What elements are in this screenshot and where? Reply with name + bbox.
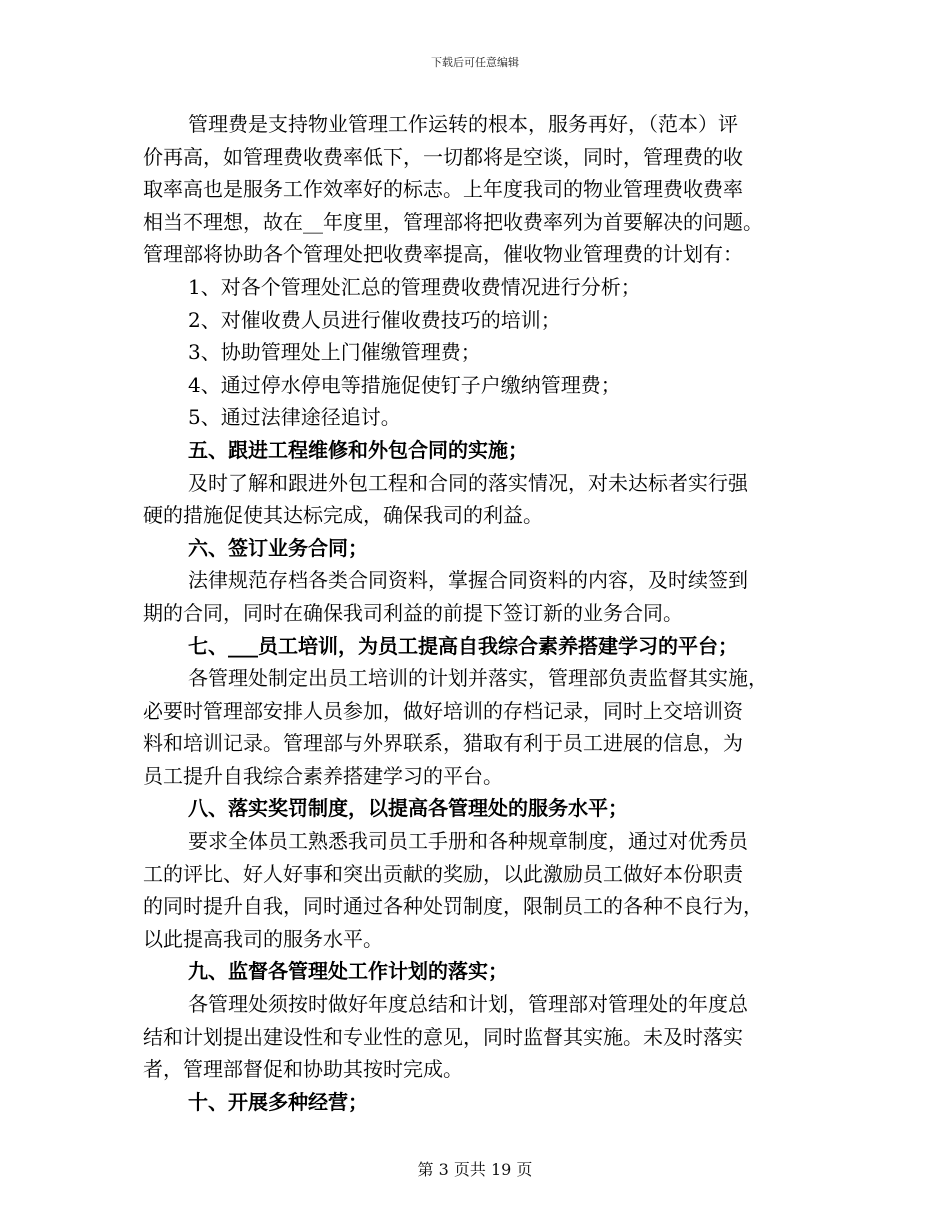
text-line: 必要时管理部安排人员参加，做好培训的存档记录，同时上交培训资: [143, 698, 743, 723]
text-line: 管理部将协助各个管理处把收费率提高，催收物业管理费的计划有：: [143, 242, 743, 267]
text-line: 要求全体员工熟悉我司员工手册和各种规章制度，通过对优秀员: [188, 829, 748, 854]
page-header: 下载后可任意编辑: [431, 56, 519, 69]
text-line: 4、通过停水停电等措施促使钉子户缴纳管理费；: [188, 372, 621, 397]
text-line: 以此提高我司的服务水平。: [143, 926, 383, 951]
text-line: 3、协助管理处上门催缴管理费；: [188, 340, 481, 365]
text-line: 相当不理想，故在__年度里，管理部将把收费率列为首要解决的问题。: [143, 209, 763, 234]
text-line: 各管理处制定出员工培训的计划并落实，管理部负责监督其实施，: [188, 666, 768, 691]
section-heading: 六、签订业务合同；: [188, 535, 368, 560]
text-line: 结和计划提出建设性和专业性的意见，同时监督其实施。未及时落实: [143, 1024, 743, 1049]
text-line: 料和培训记录。管理部与外界联系，猎取有利于员工进展的信息，为: [143, 731, 743, 756]
section-heading: 五、跟进工程维修和外包合同的实施；: [188, 437, 528, 462]
text-line: 硬的措施促使其达标完成，确保我司的利益。: [143, 503, 543, 528]
text-line: 各管理处须按时做好年度总结和计划，管理部对管理处的年度总: [188, 992, 748, 1017]
text-line: 者，管理部督促和协助其按时完成。: [143, 1057, 463, 1082]
text-line: 工的评比、好人好事和突出贡献的奖励，以此激励员工做好本份职责: [143, 861, 743, 886]
text-line: 员工提升自我综合素养搭建学习的平台。: [143, 763, 503, 788]
section-heading: 九、监督各管理处工作计划的落实；: [188, 959, 508, 984]
document-body: [143, 108, 809, 1118]
text-line: 的同时提升自我，同时通过各种处罚制度，限制员工的各种不良行为，: [143, 894, 763, 919]
page-footer: 第 3 页共 19 页: [417, 1160, 533, 1179]
text-line: 2、对催收费人员进行催收费技巧的培训；: [188, 307, 561, 332]
text-line: 期的合同，同时在确保我司利益的前提下签订新的业务合同。: [143, 600, 683, 625]
text-line: 价再高，如管理费收费率低下，一切都将是空谈，同时，管理费的收: [143, 144, 743, 169]
section-heading: 七、___员工培训，为员工提高自我综合素养搭建学习的平台；: [188, 633, 738, 658]
text-line: 法律规范存档各类合同资料，掌握合同资料的内容，及时续签到: [188, 568, 748, 593]
section-heading: 十、开展多种经营；: [188, 1089, 368, 1114]
section-heading: 八、落实奖罚制度，以提高各管理处的服务水平；: [188, 796, 628, 821]
text-line: 1、对各个管理处汇总的管理费收费情况进行分析；: [188, 274, 641, 299]
text-line: 管理费是支持物业管理工作运转的根本，服务再好，（范本）评: [188, 112, 738, 136]
text-line: 及时了解和跟进外包工程和合同的落实情况，对未达标者实行强: [188, 470, 748, 495]
text-line: 5、通过法律途径追讨。: [188, 405, 401, 430]
text-line: 取率高也是服务工作效率好的标志。上年度我司的物业管理费收费率: [143, 177, 743, 202]
